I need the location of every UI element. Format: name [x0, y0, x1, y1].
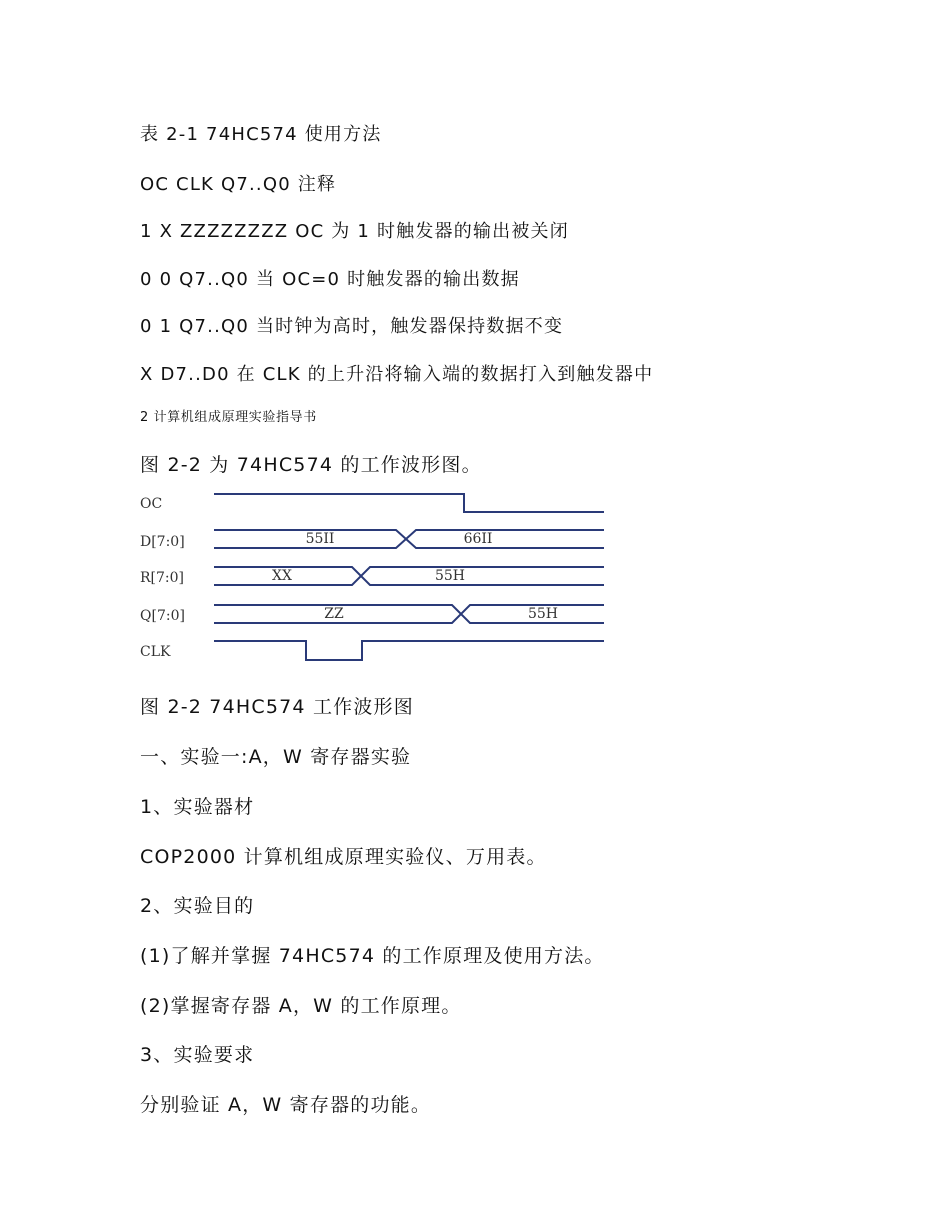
oc-waveform: [214, 494, 604, 512]
item3-title: 3、实验要求: [140, 1044, 255, 1066]
r-value-1: XX: [272, 568, 292, 584]
table-row: 0 0 Q7..Q0 当 OC=0 时触发器的输出数据: [140, 269, 520, 290]
signal-label-clk: CLK: [140, 644, 171, 660]
signal-label-r: R[7:0]: [140, 570, 184, 586]
item2-text-1: (1)了解并掌握 74HC574 的工作原理及使用方法。: [140, 945, 605, 967]
section-title: 一、实验一:A，W 寄存器实验: [140, 746, 412, 768]
r-value-2: 55H: [434, 568, 466, 584]
table-row: 1 X ZZZZZZZZ OC 为 1 时触发器的输出被关闭: [140, 221, 569, 242]
item2-text-2: (2)掌握寄存器 A，W 的工作原理。: [140, 995, 462, 1017]
d-bus-line: [214, 530, 604, 548]
d-value-1: 55II: [305, 531, 335, 547]
clk-waveform: [214, 641, 604, 660]
signal-label-d: D[7:0]: [140, 534, 185, 550]
item1-title: 1、实验器材: [140, 796, 255, 818]
q-value-1: ZZ: [324, 606, 344, 622]
item1-text: COP2000 计算机组成原理实验仪、万用表。: [140, 846, 547, 868]
signal-label-q: Q[7:0]: [140, 608, 185, 624]
figure-intro: 图 2-2 为 74HC574 的工作波形图。: [140, 454, 482, 476]
d-value-2: 66II: [463, 531, 493, 547]
table-caption: 表 2-1 74HC574 使用方法: [140, 124, 382, 145]
table-row: 0 1 Q7..Q0 当时钟为高时，触发器保持数据不变: [140, 316, 564, 337]
table-header: OC CLK Q7..Q0 注释: [140, 174, 337, 195]
item3-text: 分别验证 A，W 寄存器的功能。: [140, 1094, 432, 1116]
d-bus-line: [214, 530, 604, 548]
item2-title: 2、实验目的: [140, 895, 255, 917]
figure-caption: 图 2-2 74HC574 工作波形图: [140, 696, 414, 718]
signal-label-oc: OC: [140, 496, 163, 512]
table-row: X D7..D0 在 CLK 的上升沿将输入端的数据打入到触发器中: [140, 364, 654, 385]
running-header: 2 计算机组成原理实验指导书: [140, 410, 317, 425]
timing-waveform-figure: [136, 486, 616, 666]
q-value-2: 55H: [527, 606, 559, 622]
